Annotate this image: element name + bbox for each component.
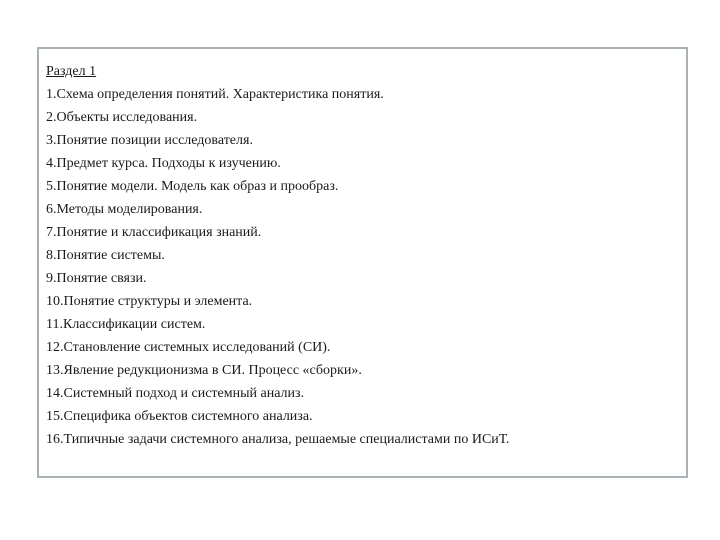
list-item: 16.Типичные задачи системного анализа, решаемые специалистами по ИСиТ. — [46, 432, 510, 447]
slide-frame — [37, 47, 688, 478]
list-item: 5.Понятие модели. Модель как образ и прообраз. — [46, 179, 339, 194]
list-item: 14.Системный подход и системный анализ. — [46, 386, 305, 401]
list-item: 6.Методы моделирования. — [46, 202, 203, 217]
section-title: Раздел 1 — [46, 64, 97, 79]
list-item: 8.Понятие системы. — [46, 248, 165, 263]
list-item: 4.Предмет курса. Подходы к изучению. — [46, 156, 281, 171]
list-item: 7.Понятие и классификация знаний. — [46, 225, 262, 240]
section-content — [46, 60, 678, 451]
list-item: 15.Специфика объектов системного анализа. — [46, 409, 313, 424]
list-item: 12.Становление системных исследований (СИ). — [46, 340, 331, 355]
list-item: 13.Явление редукционизма в СИ. Процесс «сборки». — [46, 363, 362, 378]
list-item: 10.Понятие структуры и элемента. — [46, 294, 253, 309]
list-item: 1.Схема определения понятий. Характеристика понятия. — [46, 87, 384, 102]
list-item: 3.Понятие позиции исследователя. — [46, 133, 253, 148]
list-item: 2.Объекты исследования. — [46, 110, 198, 125]
list-item: 11.Классификации систем. — [46, 317, 206, 332]
list-item: 9.Понятие связи. — [46, 271, 147, 286]
